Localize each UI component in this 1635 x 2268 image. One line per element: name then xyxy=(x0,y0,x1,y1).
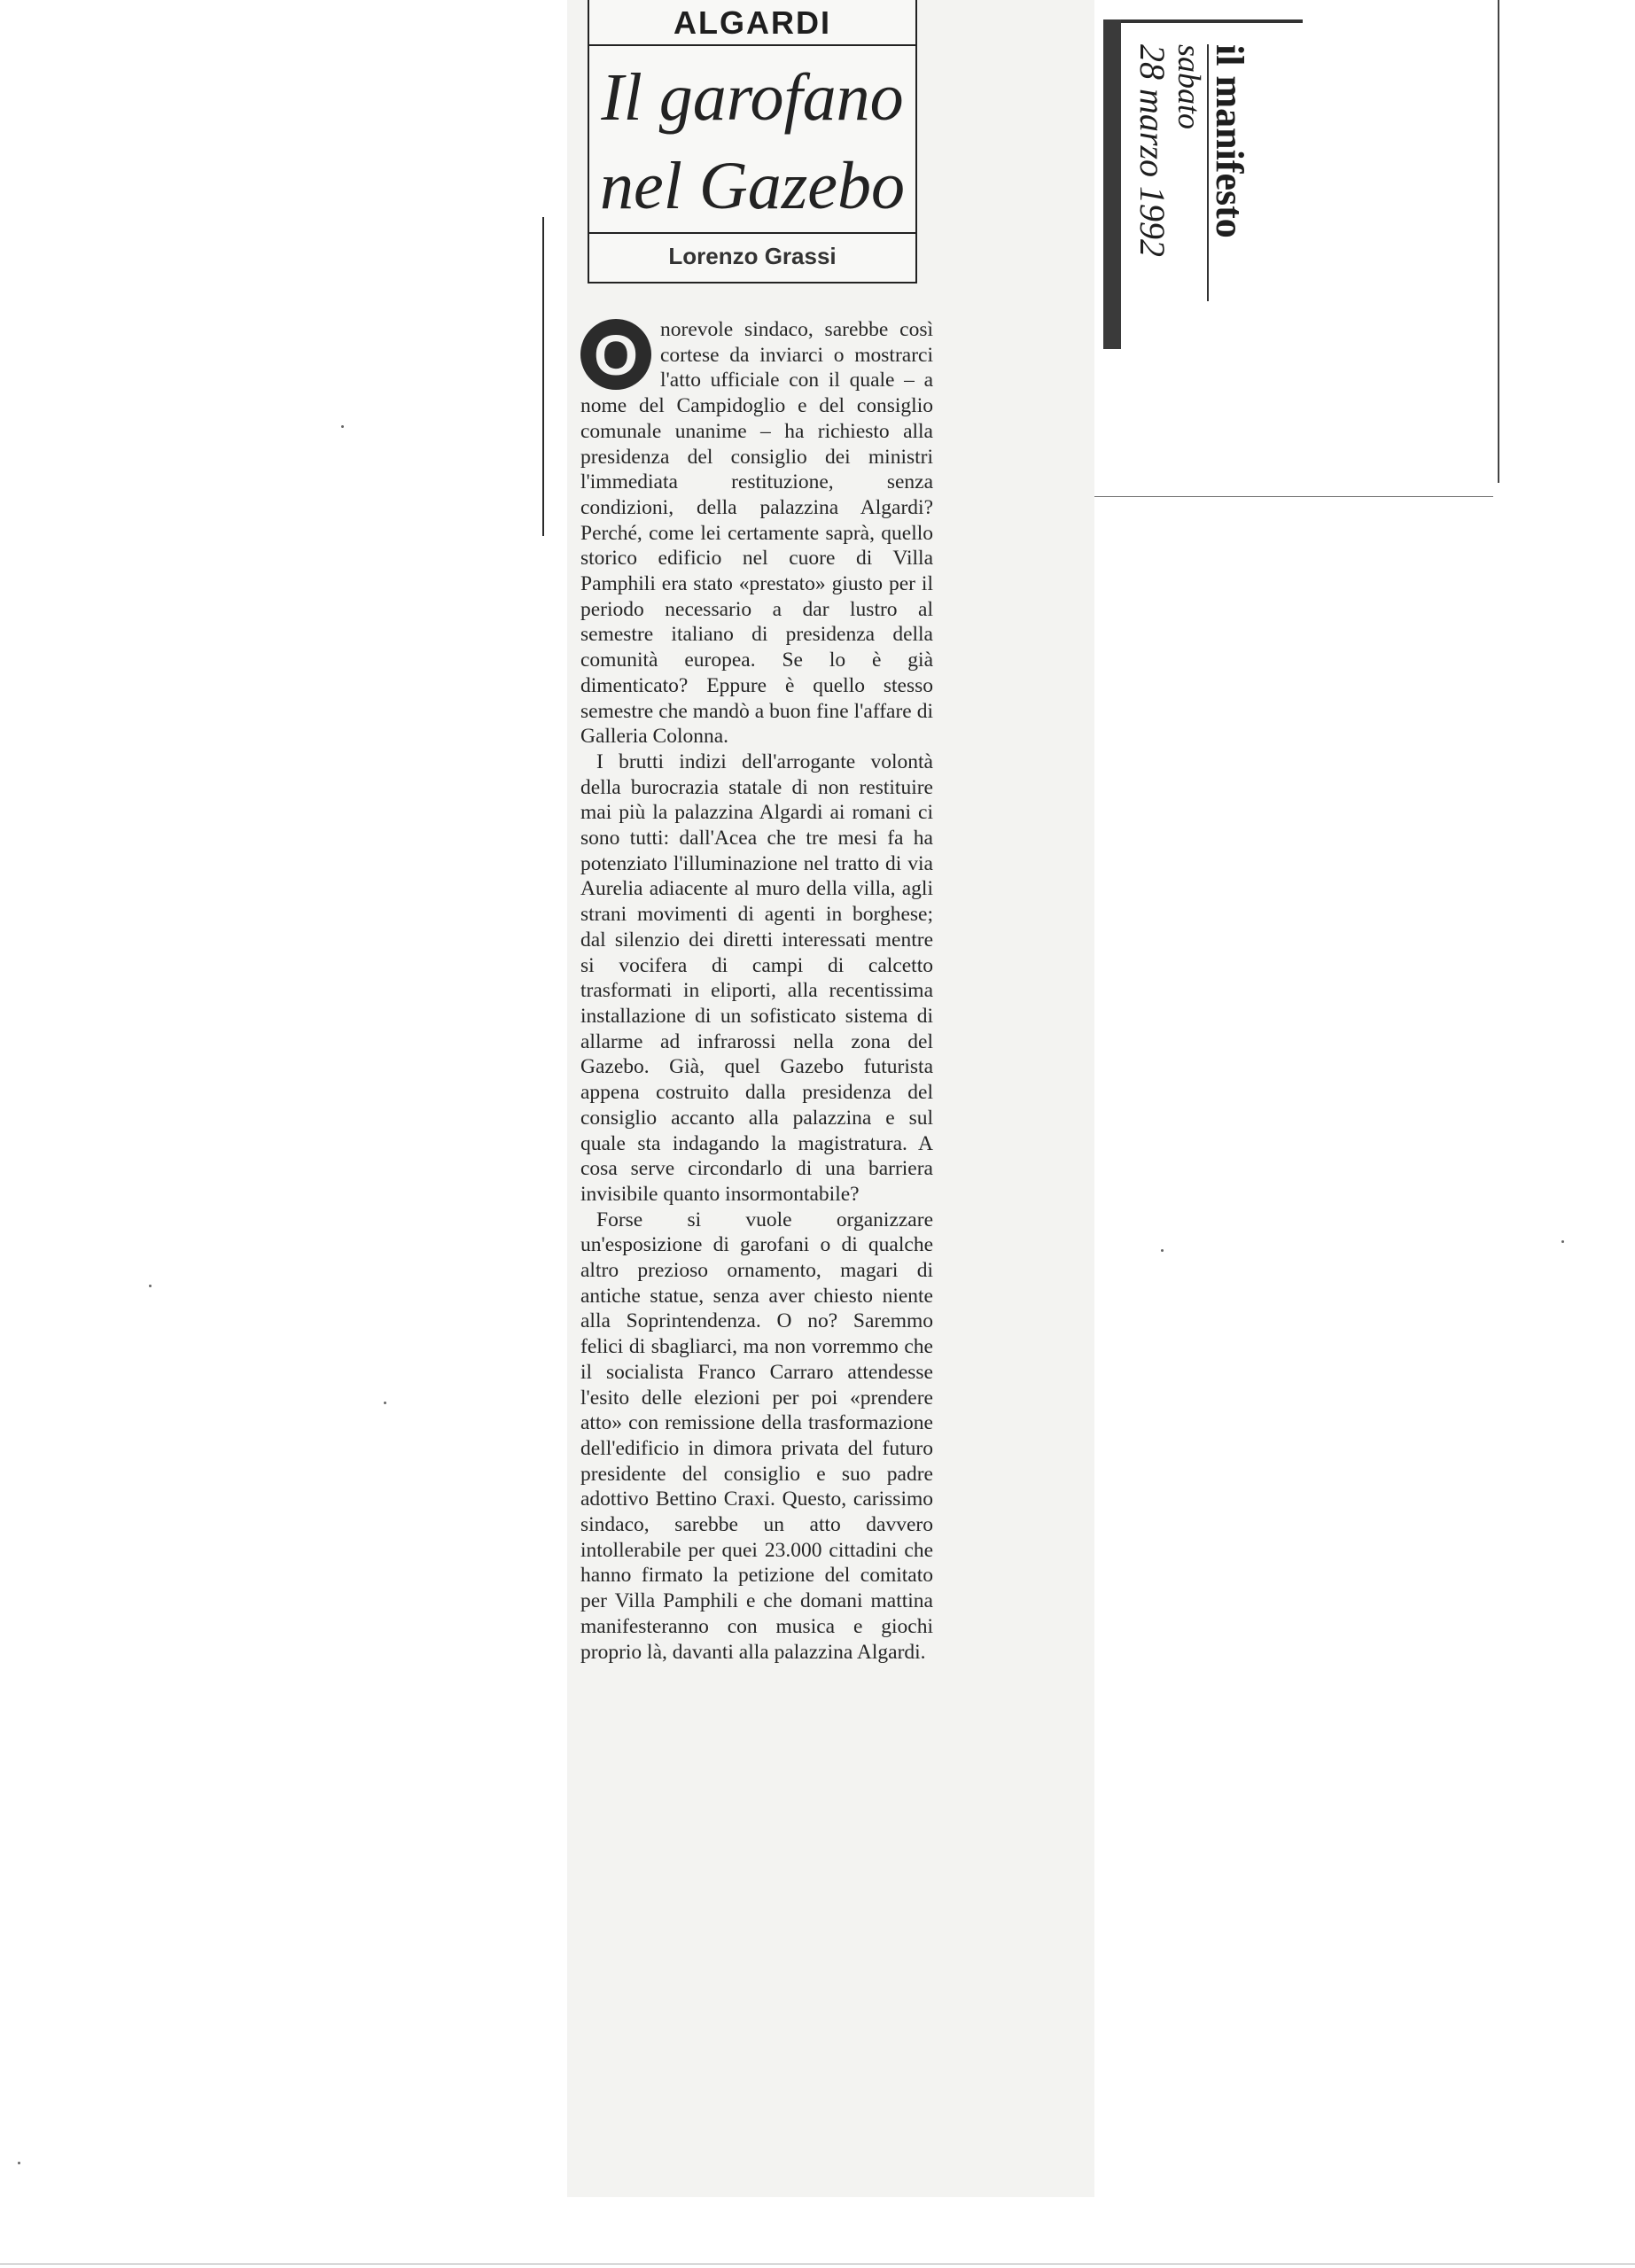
article-paragraph: I brutti indizi dell'arrogante volontà della burocrazia statale di non restituire mai più la palazzina Algardi ai romani ci sono tutti: dall'Acea che tre mesi fa ha potenziato l'illuminazione nel tratto di via Aurelia adiacente al muro della villa, agli strani movimenti di agenti in borghese; dal silenzio dei diretti interessati mentre si vocifera di campi di calcetto trasformati in eliporti, alla recentissima installazione di un sofisticato sistema di allarme ad infrarossi nella zona del Gazebo. Già, quel Gazebo futurista appena costruito dalla presidenza del consiglio accanto alla palazzina e sul quale sta indagando la magistratura. A cosa serve circondarlo di una barriera invisibile quanto insormontabile? xyxy=(580,750,933,1206)
article-headline xyxy=(589,46,915,234)
article-paragraph xyxy=(580,317,933,750)
fold-line-left xyxy=(542,217,544,536)
newspaper-name: il manifesto xyxy=(1207,44,1250,301)
scan-speck xyxy=(18,2162,20,2164)
scan-speck xyxy=(1561,1240,1564,1243)
scan-speck xyxy=(384,1402,386,1404)
article-body xyxy=(580,317,933,1665)
headline-line: Il garofano xyxy=(601,60,904,135)
article-header xyxy=(588,0,917,284)
publication-weekday: sabato xyxy=(1172,44,1207,130)
article-kicker: ALGARDI xyxy=(589,0,915,46)
publication-date: 28 marzo 1992 xyxy=(1133,44,1172,258)
scan-edge-bottom xyxy=(1077,496,1493,497)
scan-speck xyxy=(149,1285,152,1287)
scan-speck xyxy=(1161,1249,1164,1252)
drop-cap: O xyxy=(580,319,651,390)
article-byline: Lorenzo Grassi xyxy=(668,243,837,269)
masthead-bar xyxy=(1103,19,1121,349)
paragraph-text: norevole sindaco, sarebbe così cortese da inviarci o mostrarci l'atto ufficiale con il quale – a nome del Campidoglio e del consiglio comunale unanime – ha richiesto alla presidenza del consiglio dei ministri l'immediata restituzione, senza condizioni, della palazzina Algardi? Perché, come lei certamente saprà, quello storico edificio nel cuore di Villa Pamphili era stato «prestato» giusto per il periodo necessario a dar lustro al semestre italiano di presidenza della comunità europea. Se lo è già dimenticato? Eppure è quello stesso semestre che mandò a buon fine l'affare di Galleria Colonna. xyxy=(580,318,933,749)
masthead-text xyxy=(1133,44,1251,337)
headline-line: nel Gazebo xyxy=(599,149,906,223)
article-paragraph: Forse si vuole organizzare un'esposizione di garofani o di qualche altro prezioso ornamento, magari di antiche statue, senza aver chiesto niente alla Soprintendenza. O no? Saremmo felici di sbagliarci, ma non vorremmo che il socialista Franco Carraro attendesse l'esito delle elezioni per poi «prendere atto» con remissione della trasformazione dell'edificio in dimora privata del futuro presidente del consiglio e suo padre adottivo Bettino Craxi. Questo, carissimo sindaco, sarebbe un atto davvero intollerabile per quei 23.000 cittadini che hanno firmato la petizione del comitato per Villa Pamphili e che domani mattina manifesteranno con musica e giochi proprio là, davanti alla palazzina Algardi. xyxy=(580,1208,933,1664)
scan-edge-right xyxy=(1498,0,1499,483)
scan-speck xyxy=(341,425,344,428)
